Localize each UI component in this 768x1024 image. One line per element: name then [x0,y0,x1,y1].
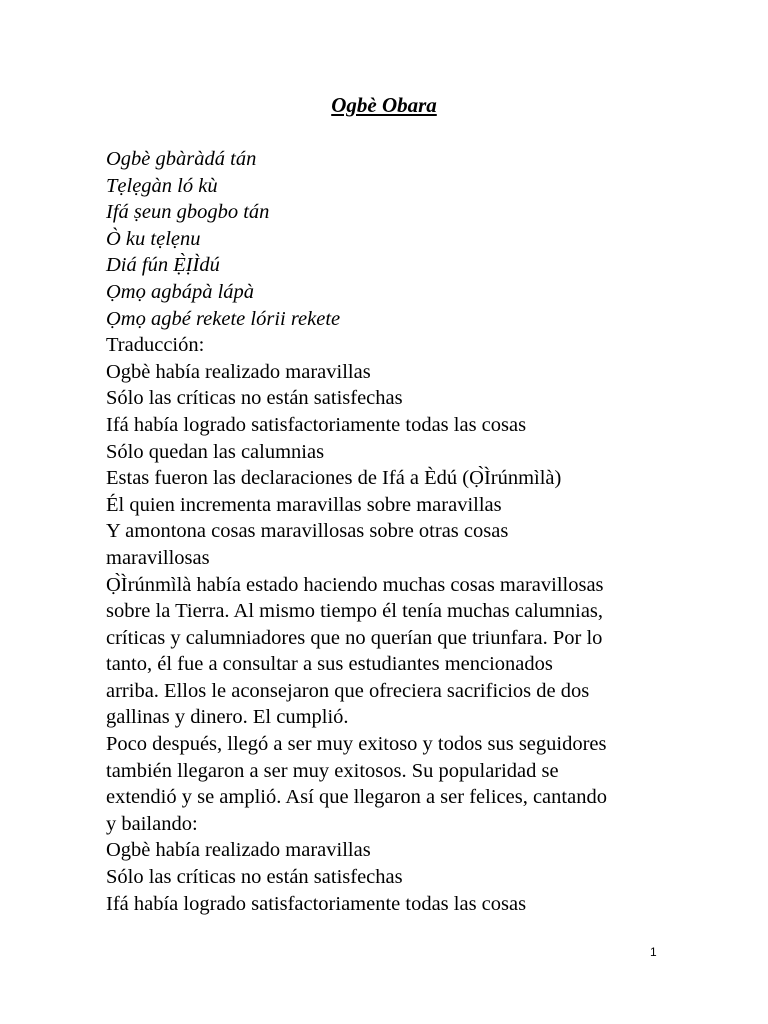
verse-line: Ọmọ agbápà lápà [106,280,255,303]
paragraph-line: sobre la Tierra. Al mismo tiempo él tenía muchas calumnias, [106,600,604,623]
translation-line: Sólo quedan las calumnias [106,440,325,463]
translation-line: Ifá había logrado satisfactoriamente todas las cosas [106,413,527,436]
verse-line: Ọmọ agbé rekete lórii rekete [106,307,341,330]
verse-block [106,146,686,332]
paragraph-line: y bailando: [106,812,198,835]
narrative-paragraph-1 [106,572,686,732]
translation-line: Sólo las críticas no están satisfechas [106,387,403,410]
paragraph-line: Poco después, llegó a ser muy exitoso y todos sus seguidores [106,733,607,756]
verse-line: Ogbè gbàràdá tán [106,148,257,170]
translation-line: Estas fueron las declaraciones de Ifá a Èdú (Ọ̀Ìrúnmìlà) [106,467,562,490]
page-number: 1 [650,945,657,959]
verse-line: Tẹlẹgàn ló kù [106,174,218,197]
translation-block [106,359,686,572]
paragraph-line: arriba. Ellos le aconsejaron que ofreciera sacrificios de dos [106,679,590,702]
narrative-paragraph-2 [106,731,686,837]
translation-line: Él quien incrementa maravillas sobre maravillas [106,493,502,516]
paragraph-line: tanto, él fue a consultar a sus estudiantes mencionados [106,653,553,676]
closing-verse-block [106,837,686,917]
document-title: Ogbè Obara [331,93,437,117]
translation-heading: Traducción: [106,334,205,357]
document-body [106,146,686,917]
paragraph-line: Ọ̀Ìrúnmìlà había estado haciendo muchas cosas maravillosas [106,573,604,596]
paragraph-line: críticas y calumniadores que no querían que triunfara. Por lo [106,626,603,649]
closing-line: Ifá había logrado satisfactoriamente todas las cosas [106,892,527,915]
paragraph-line: extendió y se amplió. Así que llegaron a ser felices, cantando [106,786,607,809]
translation-line: Y amontona cosas maravillosas sobre otras cosas [106,520,509,543]
translation-line: Ogbè había realizado maravillas [106,360,371,383]
translation-line: maravillosas [106,546,210,569]
verse-line: Diá fún Ẹ̀ỊÌdú [106,254,220,277]
paragraph-line: también llegaron a ser muy exitosos. Su popularidad se [106,759,559,782]
paragraph-line: gallinas y dinero. El cumplió. [106,706,349,729]
closing-line: Sólo las críticas no están satisfechas [106,866,403,889]
closing-line: Ogbè había realizado maravillas [106,839,371,862]
verse-line: Ò ku tẹlẹnu [106,227,201,250]
verse-line: Ifá ṣeun gbogbo tán [106,201,270,224]
